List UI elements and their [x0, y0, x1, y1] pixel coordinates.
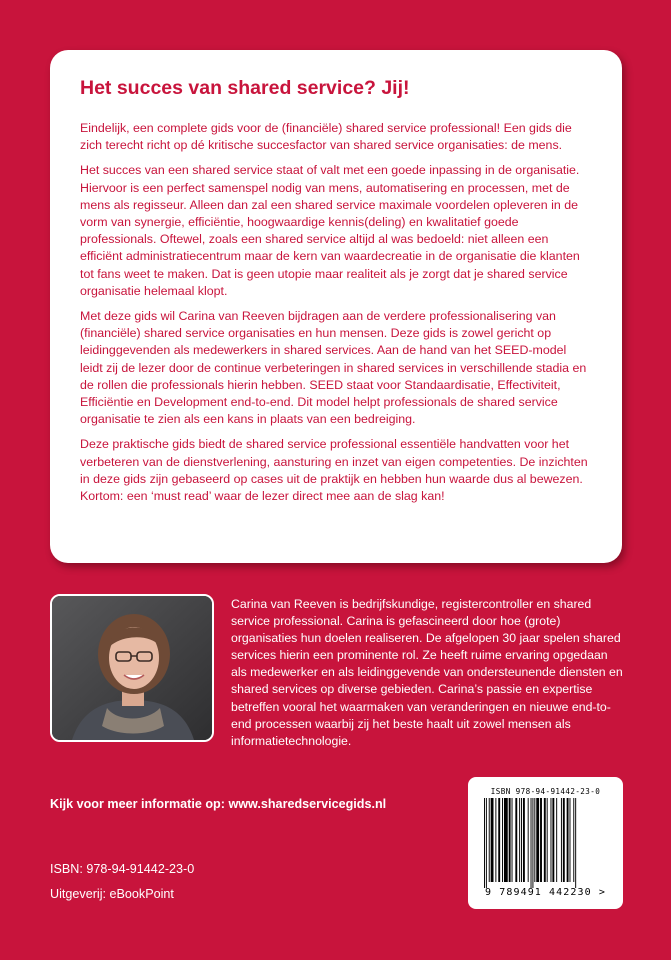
author-photo [50, 594, 214, 742]
barcode-isbn-label: ISBN 978-94-91442-23-0 [490, 787, 601, 796]
blurb-card [50, 50, 622, 563]
blurb-paragraph: Met deze gids wil Carina van Reeven bijdragen aan de verdere professionalisering van (financiële) shared service organisaties en hun mensen. Deze gids is zowel gericht op leidinggevenden als medewerkers in shared services. Aan de hand van het SEED-model leidt zij de lezer door de continue verbeteringen in shared services in verschillende stadia en de rollen die professionals hierin hebben. SEED staat voor Standaardisatie, Effectiviteit, Efficiëntie en Development end-to-end. Dit model helpt professionals de shared service organisatie te zien als een kans in plaats van een bedreiging. [80, 309, 587, 427]
more-info-link[interactable]: Kijk voor meer informatie op: www.sharedservicegids.nl [50, 797, 387, 811]
blurb-title: Het succes van shared service? Jij! [80, 77, 410, 99]
isbn-text: ISBN: 978-94-91442-23-0 [50, 862, 195, 876]
barcode-bars [480, 798, 611, 888]
author-portrait-image [52, 596, 212, 740]
barcode-digits: 9 789491 442230 > [484, 887, 607, 898]
blurb-paragraph: Deze praktische gids biedt de shared service professional essentiële handvatten voor het verbeteren van de dienstverlening, aansturing en inzet van eigen competenties. De inzichten in deze gids zijn gebaseerd op cases uit de praktijk en hebben hun waarde dus al bewezen. Kortom: een ‘must read’ waar de lezer direct mee aan de slag kan! [80, 437, 588, 504]
publisher-text: Uitgeverij: eBookPoint [50, 887, 174, 901]
author-bio: Carina van Reeven is bedrijfskundige, registercontroller en shared service professional. Carina is gefascineerd door hoe (grote) organisaties hun doelen realiseren. De afgelopen 30 jaar spelen shared services hierin een prominente rol. Ze heeft ruime ervaring opgedaan als medewerker en als leidinggevende van ondersteunende diensten en shared services op diverse gebieden. Carina’s passie en expertise betreffen vooral het waarmaken van veranderingen en nieuwe end-to-end processen waarbij zij het beste haalt uit zowel mensen als informatietechnologie. [231, 597, 623, 748]
barcode-box [468, 777, 623, 909]
blurb-paragraph: Het succes van een shared service staat of valt met een goede inpassing in de organisatie. Hiervoor is een perfect samenspel nodig van mens, automatisering en processen, met de mens als regisseur. Alleen dan zal een shared service maximale voordelen opleveren in de vorm van synergie, efficiëntie, hoogwaardige kennis(deling) en kwalitatief goede professionals. Oftewel, zoals een shared service altijd al was bedoeld: niet alleen een efficiënt administratiecentrum maar de kern van waardecreatie in de organisatie die klanten tot fans weet te maken. Dat is geen utopie maar realiteit als je zorgt dat je shared service organisatie helemaal klopt. [80, 163, 580, 298]
blurb-paragraph: Eindelijk, een complete gids voor de (financiële) shared service professional! Een gids die zich terecht richt op dé kritische succesfactor van shared service organisaties: de mens. [80, 121, 572, 153]
